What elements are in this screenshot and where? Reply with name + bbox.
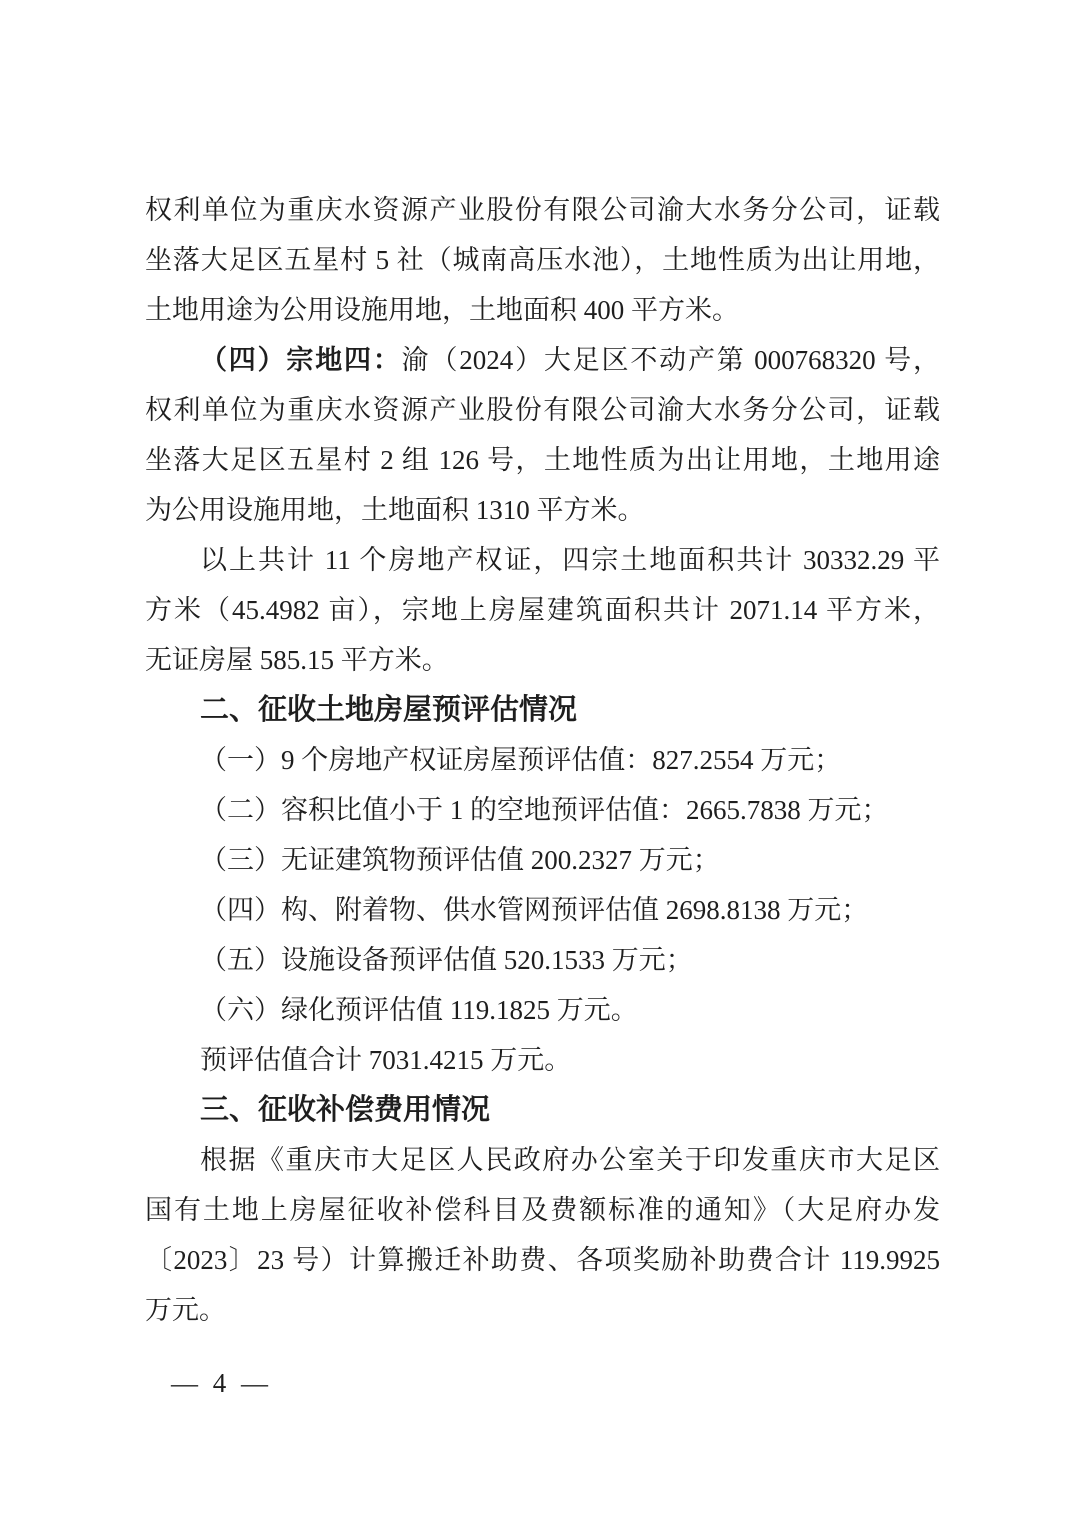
text-line: 预评估值合计 7031.4215 万元。	[200, 1045, 572, 1075]
text-segment: 渝（2024）大足区不动产第 000768320 号，	[401, 345, 941, 375]
text-line: 权利单位为重庆水资源产业股份有限公司渝大水务分公司，证载	[145, 195, 940, 225]
section-heading: 二、征收土地房屋预评估情况	[200, 694, 578, 726]
text-line: 根据《重庆市大足区人民政府办公室关于印发重庆市大足区	[200, 1145, 940, 1175]
text-line: 以上共计 11 个房地产权证，四宗土地面积共计 30332.29 平	[200, 545, 940, 575]
text-line: （五）设施设备预评估值 520.1533 万元；	[200, 945, 693, 975]
text-line: 方米（45.4982 亩），宗地上房屋建筑面积共计 2071.14 平方米，	[145, 595, 940, 625]
section-heading: 三、征收补偿费用情况	[200, 1094, 491, 1126]
text-line: 〔2023〕23 号）计算搬迁补助费、各项奖励补助费合计 119.9925	[145, 1245, 940, 1275]
text-line: 坐落大足区五星村 2 组 126 号，土地性质为出让用地，土地用途	[145, 445, 940, 475]
subheading-label: （四）宗地四：	[200, 345, 402, 375]
text-line: 坐落大足区五星村 5 社（城南高压水池），土地性质为出让用地，	[145, 245, 940, 275]
text-line: （六）绿化预评估值 119.1825 万元。	[200, 995, 638, 1025]
text-line: （三）无证建筑物预评估值 200.2327 万元；	[200, 845, 720, 875]
text-line: 无证房屋 585.15 平方米。	[145, 645, 449, 675]
text-line: （四）构、附着物、供水管网预评估值 2698.8138 万元；	[200, 895, 869, 925]
text-line: （一）9 个房地产权证房屋预评估值：827.2554 万元；	[200, 745, 842, 775]
text-line: 土地用途为公用设施用地，土地面积 400 平方米。	[145, 295, 739, 325]
text-line: 国有土地上房屋征收补偿科目及费额标准的通知》（大足府办发	[145, 1195, 940, 1225]
text-line: （二）容积比值小于 1 的空地预评估值：2665.7838 万元；	[200, 795, 889, 825]
text-line: 万元。	[145, 1295, 226, 1325]
document-body	[145, 185, 940, 1335]
text-line: 为公用设施用地，土地面积 1310 平方米。	[145, 495, 645, 525]
page-number: — 4 —	[171, 1368, 268, 1398]
text-line	[145, 335, 940, 385]
text-line: 权利单位为重庆水资源产业股份有限公司渝大水务分公司，证载	[145, 395, 940, 425]
